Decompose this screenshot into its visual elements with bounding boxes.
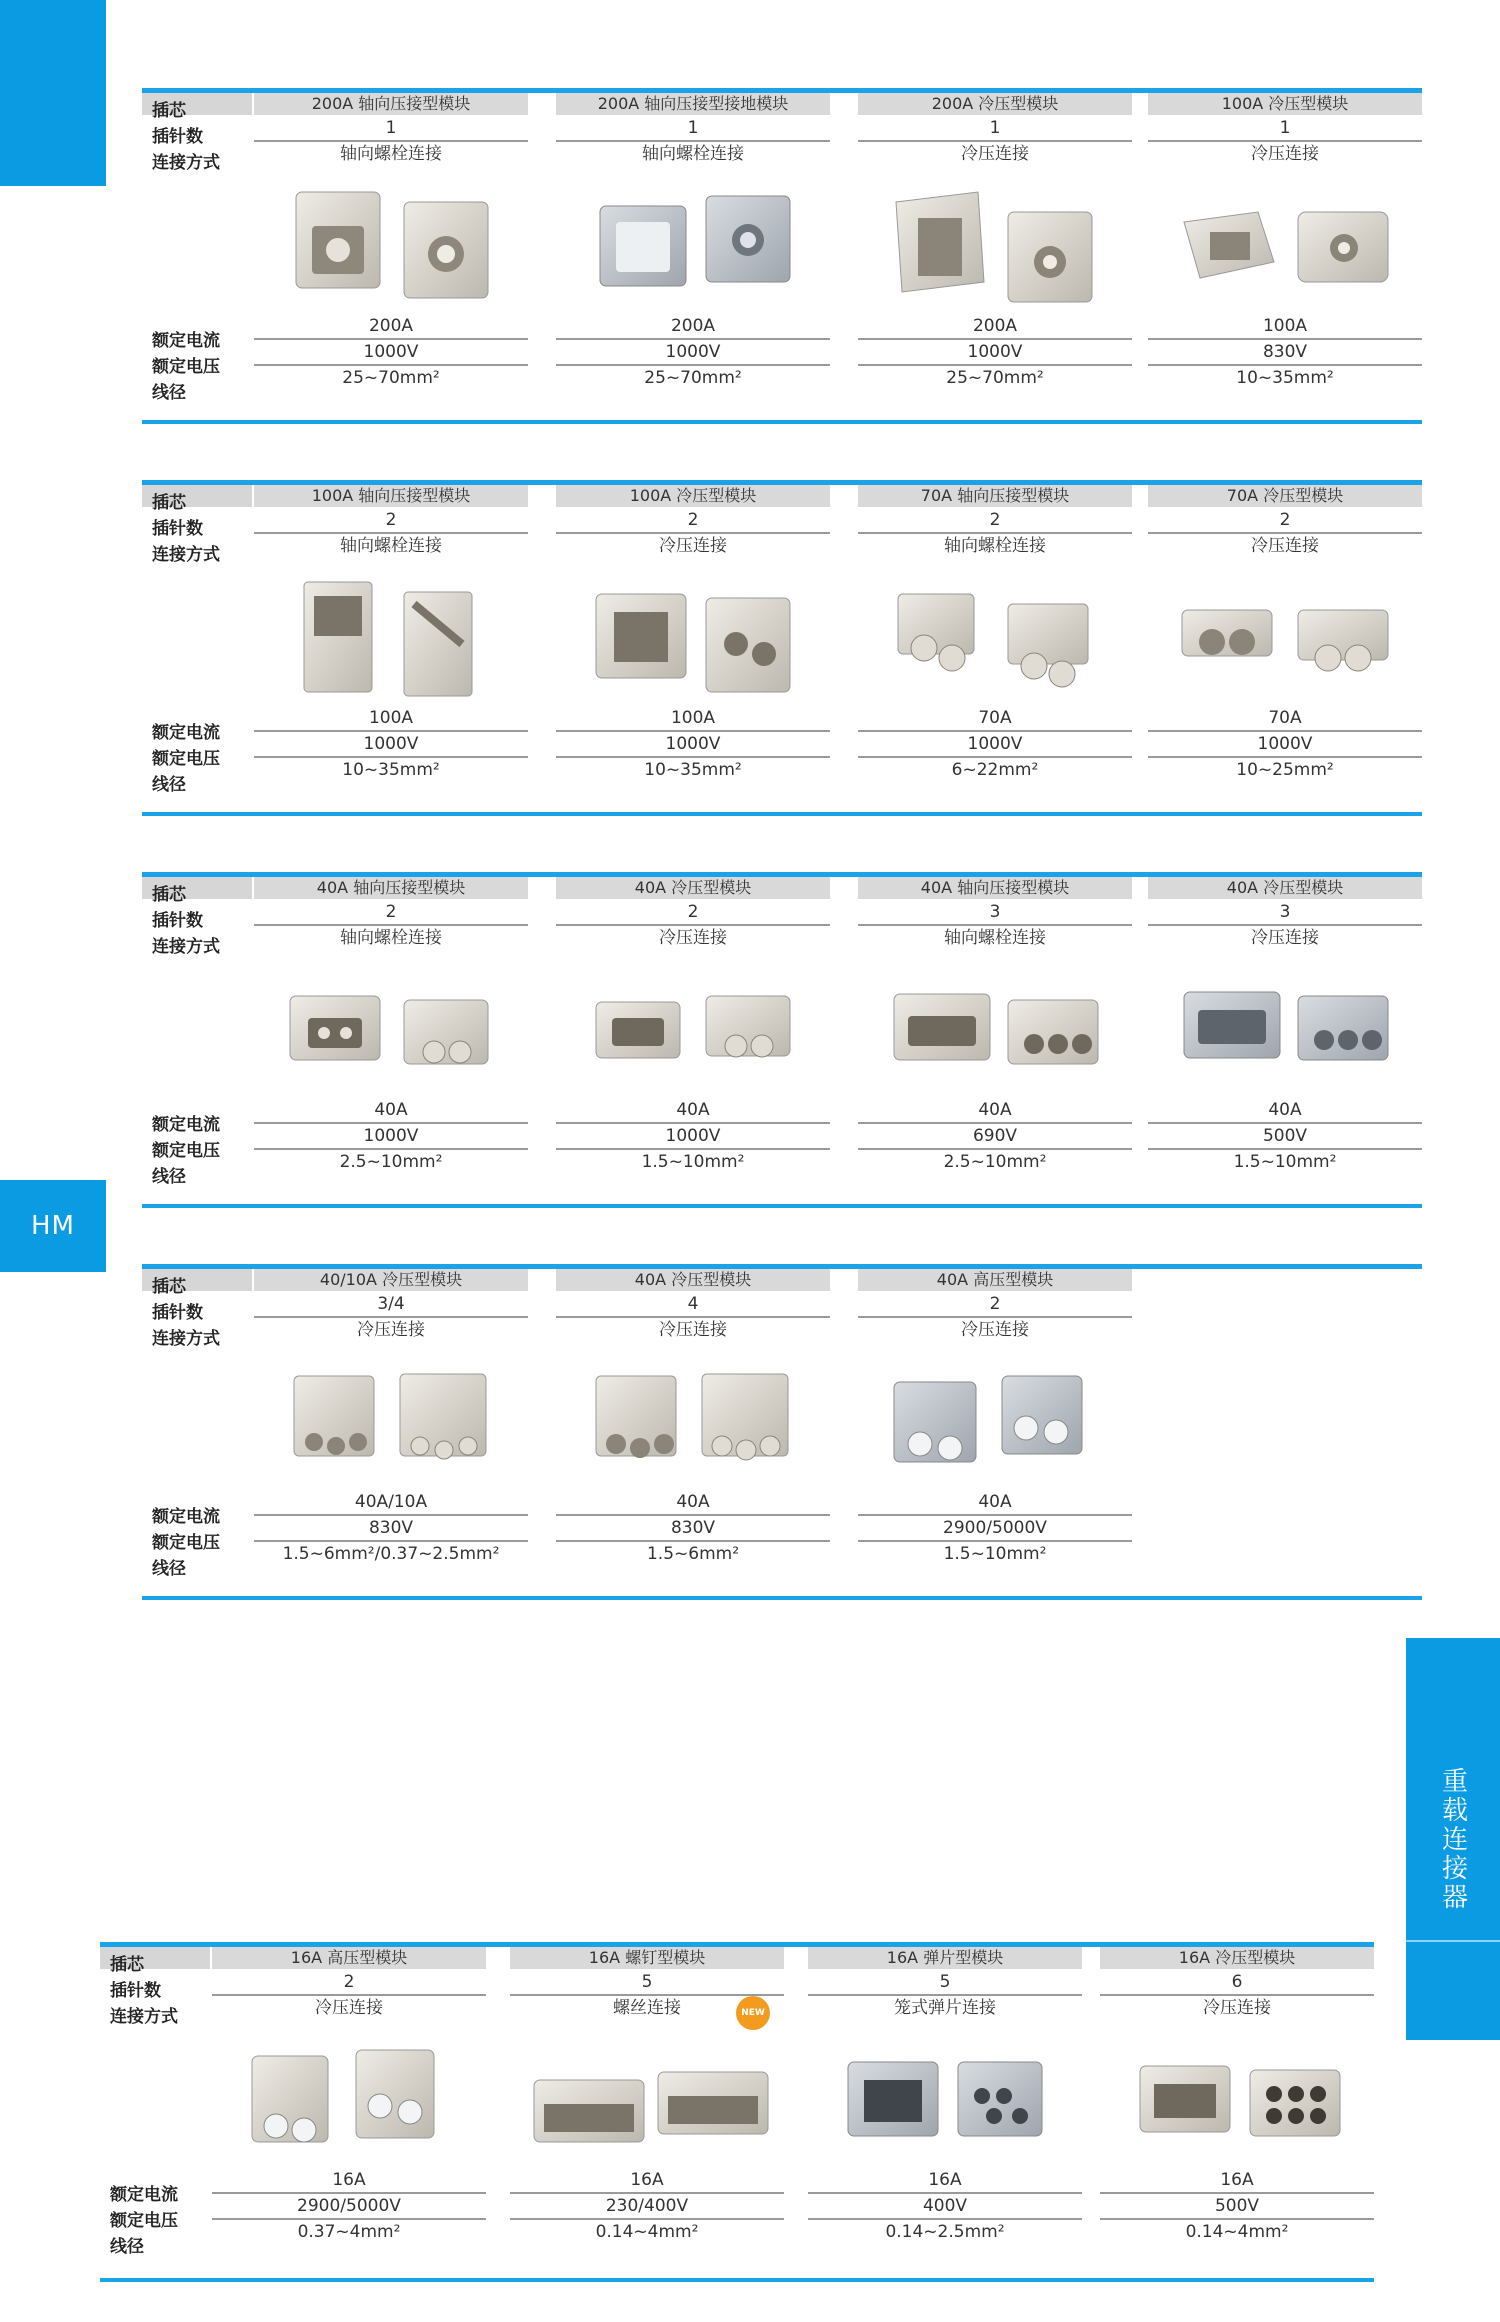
- rated-voltage: 1000V: [858, 732, 1132, 758]
- wire-gauge: 0.14~4mm²: [595, 2222, 699, 2242]
- rated-voltage: 1000V: [556, 340, 830, 366]
- wire-gauge: 25~70mm²: [946, 368, 1044, 388]
- connector-photo-icon: [848, 2062, 1042, 2136]
- connection-type: 笼式弹片连接: [894, 1998, 996, 2018]
- rated-voltage: 1000V: [556, 732, 830, 758]
- label-pins: 插针数: [152, 911, 203, 931]
- label-pins: 插针数: [152, 1303, 203, 1323]
- rated-current: 16A: [808, 2168, 1082, 2194]
- label-pins: 插针数: [152, 127, 203, 147]
- label-current: 额定电流: [110, 2185, 178, 2205]
- rated-voltage: 1000V: [254, 732, 528, 758]
- label-connection: 连接方式: [152, 545, 220, 565]
- rated-current: 40A: [1148, 1098, 1422, 1124]
- rated-voltage: 2900/5000V: [858, 1516, 1132, 1542]
- wire-gauge: 0.14~2.5mm²: [885, 2222, 1005, 2242]
- pin-count: 2: [1148, 508, 1422, 534]
- connection-type: 冷压连接: [659, 1320, 727, 1340]
- connector-image: [254, 574, 528, 704]
- label-current: 额定电流: [152, 1115, 220, 1135]
- pin-count: 2: [254, 900, 528, 926]
- connector-image: [1148, 966, 1422, 1096]
- module-title: 200A 轴向压接型模块: [254, 93, 528, 115]
- pin-count: 2: [212, 1970, 486, 1996]
- connector-image: [556, 574, 830, 704]
- pin-count: 1: [556, 116, 830, 142]
- connector-photo-icon: [894, 1376, 1082, 1462]
- rated-current: 200A: [556, 314, 830, 340]
- rated-current: 16A: [510, 2168, 784, 2194]
- rated-current: 40A/10A: [254, 1490, 528, 1516]
- wire-gauge: 1.5~10mm²: [1233, 1152, 1337, 1172]
- label-wire: 线径: [152, 1559, 186, 1579]
- pin-count: 5: [510, 1970, 784, 1996]
- connector-image: [858, 182, 1132, 312]
- connector-photo-icon: [898, 594, 1088, 687]
- module-title: 16A 高压型模块: [212, 1947, 486, 1969]
- hm-side-tab[interactable]: [0, 1180, 106, 1272]
- connector-photo-icon: [294, 1374, 486, 1459]
- wire-gauge: 10~35mm²: [342, 760, 440, 780]
- module-title: 70A 冷压型模块: [1148, 485, 1422, 507]
- rated-current: 70A: [1148, 706, 1422, 732]
- label-connection: 连接方式: [152, 1329, 220, 1349]
- pin-count: 5: [808, 1970, 1082, 1996]
- pin-count: 1: [858, 116, 1132, 142]
- label-core: 插芯: [152, 1277, 186, 1297]
- wire-gauge: 10~35mm²: [1236, 368, 1334, 388]
- connector-image: [556, 1358, 830, 1488]
- connector-photo-icon: [304, 582, 472, 696]
- connector-image: [858, 574, 1132, 704]
- wire-gauge: 1.5~10mm²: [641, 1152, 745, 1172]
- connection-type: 冷压连接: [659, 536, 727, 556]
- rated-current: 40A: [556, 1098, 830, 1124]
- label-core: 插芯: [110, 1955, 144, 1975]
- module-title: 40A 高压型模块: [858, 1269, 1132, 1291]
- connector-photo-icon: [596, 996, 790, 1058]
- rated-current: 100A: [556, 706, 830, 732]
- rated-current: 40A: [556, 1490, 830, 1516]
- rated-current: 100A: [1148, 314, 1422, 340]
- rated-voltage: 400V: [808, 2194, 1082, 2220]
- section-bottom-rule: [142, 1204, 1422, 1208]
- connection-type: 轴向螺栓连接: [642, 144, 744, 164]
- connection-type: 螺丝连接: [613, 1998, 681, 2018]
- connection-type: 轴向螺栓连接: [944, 928, 1046, 948]
- pin-count: 6: [1100, 1970, 1374, 1996]
- connector-photo-icon: [296, 192, 488, 298]
- connection-type: 轴向螺栓连接: [944, 536, 1046, 556]
- rated-voltage: 1000V: [254, 340, 528, 366]
- module-title: 40A 冷压型模块: [1148, 877, 1422, 899]
- wire-gauge: 2.5~10mm²: [339, 1152, 443, 1172]
- rated-current: 40A: [858, 1098, 1132, 1124]
- module-title: 40A 轴向压接型模块: [858, 877, 1132, 899]
- right-tab-label: 重载连接器: [1437, 1766, 1468, 1912]
- pin-count: 1: [1148, 116, 1422, 142]
- rated-voltage: 230/400V: [510, 2194, 784, 2220]
- label-voltage: 额定电压: [152, 1141, 220, 1161]
- rated-current: 40A: [858, 1490, 1132, 1516]
- module-section-4: [142, 1264, 1422, 1604]
- connection-type: 轴向螺栓连接: [340, 144, 442, 164]
- connector-image: [1100, 2036, 1374, 2166]
- connector-image: [808, 2036, 1082, 2166]
- rated-voltage: 830V: [254, 1516, 528, 1542]
- connection-type: 冷压连接: [1251, 536, 1319, 556]
- rated-voltage: 2900/5000V: [212, 2194, 486, 2220]
- connector-image: [556, 966, 830, 1096]
- pin-count: 1: [254, 116, 528, 142]
- rated-voltage: 1000V: [556, 1124, 830, 1150]
- connector-image: [858, 966, 1132, 1096]
- label-current: 额定电流: [152, 1507, 220, 1527]
- pin-count: 2: [858, 508, 1132, 534]
- module-title: 16A 螺钉型模块: [510, 1947, 784, 1969]
- wire-gauge: 10~25mm²: [1236, 760, 1334, 780]
- module-title: 40A 轴向压接型模块: [254, 877, 528, 899]
- connector-image: [1148, 574, 1422, 704]
- connector-image: [212, 2036, 486, 2166]
- label-voltage: 额定电压: [152, 1533, 220, 1553]
- right-side-tab[interactable]: [1406, 1638, 1500, 2040]
- connector-photo-icon: [896, 192, 1092, 302]
- connection-type: 冷压连接: [1251, 928, 1319, 948]
- label-connection: 连接方式: [152, 937, 220, 957]
- connection-type: 冷压连接: [961, 144, 1029, 164]
- rated-current: 16A: [212, 2168, 486, 2194]
- connection-type: 冷压连接: [357, 1320, 425, 1340]
- connector-photo-icon: [252, 2050, 434, 2142]
- label-voltage: 额定电压: [152, 357, 220, 377]
- module-section-3: [142, 872, 1422, 1212]
- wire-gauge: 10~35mm²: [644, 760, 742, 780]
- pin-count: 2: [556, 900, 830, 926]
- label-wire: 线径: [110, 2237, 144, 2257]
- rated-current: 40A: [254, 1098, 528, 1124]
- label-pins: 插针数: [152, 519, 203, 539]
- rated-voltage: 690V: [858, 1124, 1132, 1150]
- wire-gauge: 25~70mm²: [342, 368, 440, 388]
- label-wire: 线径: [152, 1167, 186, 1187]
- rated-voltage: 500V: [1148, 1124, 1422, 1150]
- wire-gauge: 2.5~10mm²: [943, 1152, 1047, 1172]
- rated-current: 100A: [254, 706, 528, 732]
- wire-gauge: 25~70mm²: [644, 368, 742, 388]
- pin-count: 2: [556, 508, 830, 534]
- rated-voltage: 1000V: [254, 1124, 528, 1150]
- rated-voltage: 830V: [1148, 340, 1422, 366]
- pin-count: 3/4: [254, 1292, 528, 1318]
- rated-voltage: 1000V: [1148, 732, 1422, 758]
- module-title: 100A 轴向压接型模块: [254, 485, 528, 507]
- rated-current: 200A: [858, 314, 1132, 340]
- label-connection: 连接方式: [110, 2007, 178, 2027]
- connector-image: [510, 2036, 784, 2166]
- module-title: 100A 冷压型模块: [556, 485, 830, 507]
- connector-image: [556, 182, 830, 312]
- connector-photo-icon: [1182, 610, 1388, 671]
- connector-photo-icon: [1184, 992, 1388, 1060]
- module-title: 40A 冷压型模块: [556, 1269, 830, 1291]
- label-current: 额定电流: [152, 723, 220, 743]
- label-voltage: 额定电压: [110, 2211, 178, 2231]
- wire-gauge: 1.5~6mm²/0.37~2.5mm²: [282, 1544, 500, 1564]
- connector-photo-icon: [1184, 212, 1388, 282]
- wire-gauge: 6~22mm²: [951, 760, 1039, 780]
- label-core: 插芯: [152, 493, 186, 513]
- module-title: 16A 弹片型模块: [808, 1947, 1082, 1969]
- connection-type: 冷压连接: [659, 928, 727, 948]
- wire-gauge: 1.5~10mm²: [943, 1544, 1047, 1564]
- wire-gauge: 0.14~4mm²: [1185, 2222, 1289, 2242]
- pin-count: 3: [1148, 900, 1422, 926]
- module-section-5: [100, 1942, 1374, 2282]
- connector-photo-icon: [1140, 2066, 1340, 2136]
- wire-gauge: 1.5~6mm²: [646, 1544, 740, 1564]
- section-bottom-rule: [100, 2278, 1374, 2282]
- connector-image: [858, 1358, 1132, 1488]
- pin-count: 3: [858, 900, 1132, 926]
- rated-current: 16A: [1100, 2168, 1374, 2194]
- label-core: 插芯: [152, 885, 186, 905]
- pin-count: 2: [254, 508, 528, 534]
- connector-photo-icon: [596, 594, 790, 692]
- wire-gauge: 0.37~4mm²: [297, 2222, 401, 2242]
- connection-type: 冷压连接: [961, 1320, 1029, 1340]
- module-title: 200A 轴向压接型接地模块: [556, 93, 830, 115]
- connection-type: 轴向螺栓连接: [340, 536, 442, 556]
- connector-image: [1148, 182, 1422, 312]
- label-wire: 线径: [152, 775, 186, 795]
- module-section-1: [142, 88, 1422, 428]
- connector-image: [254, 1358, 528, 1488]
- new-badge: NEW: [736, 1996, 770, 2030]
- module-section-2: [142, 480, 1422, 820]
- connector-photo-icon: [600, 196, 790, 286]
- connection-type: 冷压连接: [1203, 1998, 1271, 2018]
- module-title: 100A 冷压型模块: [1148, 93, 1422, 115]
- connection-type: 冷压连接: [1251, 144, 1319, 164]
- connector-image: [254, 966, 528, 1096]
- pin-count: 4: [556, 1292, 830, 1318]
- label-core: 插芯: [152, 101, 186, 121]
- connector-photo-icon: [894, 994, 1098, 1064]
- connection-type: 冷压连接: [315, 1998, 383, 2018]
- section-bottom-rule: [142, 812, 1422, 816]
- connector-photo-icon: [596, 1374, 788, 1460]
- rated-voltage: 830V: [556, 1516, 830, 1542]
- connector-photo-icon: [534, 2072, 768, 2142]
- label-current: 额定电流: [152, 331, 220, 351]
- rated-voltage: 1000V: [858, 340, 1132, 366]
- rated-voltage: 500V: [1100, 2194, 1374, 2220]
- hm-tab-label: HM: [31, 1211, 75, 1241]
- module-title: 40/10A 冷压型模块: [254, 1269, 528, 1291]
- top-left-tab: [0, 0, 106, 186]
- connector-photo-icon: [290, 996, 488, 1064]
- module-title: 70A 轴向压接型模块: [858, 485, 1132, 507]
- section-bottom-rule: [142, 1596, 1422, 1600]
- label-voltage: 额定电压: [152, 749, 220, 769]
- label-connection: 连接方式: [152, 153, 220, 173]
- connection-type: 轴向螺栓连接: [340, 928, 442, 948]
- module-title: 40A 冷压型模块: [556, 877, 830, 899]
- label-wire: 线径: [152, 383, 186, 403]
- rated-current: 70A: [858, 706, 1132, 732]
- label-pins: 插针数: [110, 1981, 161, 2001]
- module-title: 200A 冷压型模块: [858, 93, 1132, 115]
- connector-image: [254, 182, 528, 312]
- pin-count: 2: [858, 1292, 1132, 1318]
- section-bottom-rule: [142, 420, 1422, 424]
- module-title: 16A 冷压型模块: [1100, 1947, 1374, 1969]
- rated-current: 200A: [254, 314, 528, 340]
